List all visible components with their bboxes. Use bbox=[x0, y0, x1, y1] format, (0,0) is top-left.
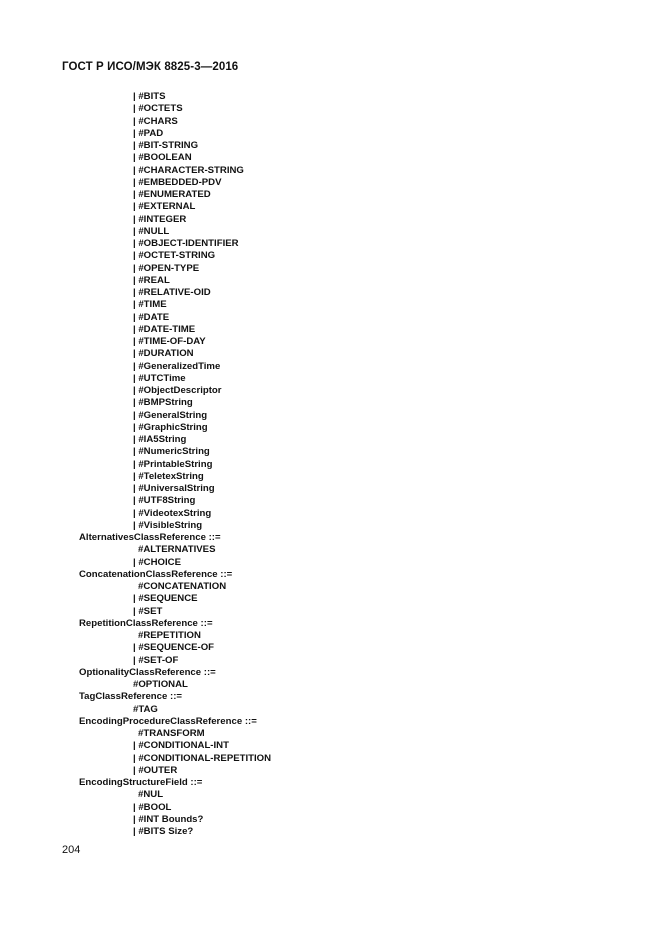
code-line: | #DATE bbox=[133, 311, 170, 323]
code-line: | #OBJECT-IDENTIFIER bbox=[133, 238, 239, 249]
code-line: | #EMBEDDED-PDV bbox=[133, 176, 222, 188]
code-line: #OPTIONAL bbox=[133, 679, 188, 690]
code-line: | #VideotexString bbox=[133, 507, 212, 519]
code-line: | #BITS Size? bbox=[133, 826, 194, 837]
code-line: #TRANSFORM bbox=[138, 728, 205, 739]
code-line: | #RELATIVE-OID bbox=[133, 287, 211, 298]
code-line: | #CONDITIONAL-REPETITION bbox=[133, 752, 272, 764]
code-line: | #UTCTime bbox=[133, 372, 186, 384]
code-line: #CONCATENATION bbox=[138, 581, 227, 592]
code-line: | #DATE-TIME bbox=[133, 323, 196, 335]
code-line: | #REAL bbox=[133, 274, 170, 286]
code-line: | #EXTERNAL bbox=[133, 201, 196, 213]
code-line: | #NULL bbox=[133, 225, 170, 237]
code-line: | #SEQUENCE bbox=[133, 593, 198, 605]
code-line: | #BMPString bbox=[133, 397, 193, 409]
code-line: | #GeneralizedTime bbox=[133, 360, 221, 372]
code-line: | #INTEGER bbox=[133, 213, 187, 225]
code-line: | #TeletexString bbox=[133, 470, 204, 482]
code-line: | #UTF8String bbox=[133, 495, 196, 507]
document-header: ГОСТ Р ИСО/МЭК 8825-3—2016 bbox=[62, 61, 239, 73]
code-line: | #SEQUENCE-OF bbox=[133, 642, 215, 654]
code-line: | #INT Bounds? bbox=[133, 813, 204, 825]
code-line: | #DURATION bbox=[133, 348, 194, 360]
code-line: | #CHOICE bbox=[133, 556, 181, 568]
code-line: #TAG bbox=[133, 703, 158, 715]
code-line: | #CHARACTER-STRING bbox=[133, 164, 244, 176]
code-line: | #UniversalString bbox=[133, 483, 215, 494]
production-name: ConcatenationClassReference ::= bbox=[79, 568, 233, 580]
asn1-notation-listing bbox=[0, 91, 661, 838]
code-line: | #BOOLEAN bbox=[133, 152, 192, 164]
code-line: #NUL bbox=[138, 789, 164, 801]
code-line: | #OPEN-TYPE bbox=[133, 262, 200, 274]
code-line: | #TIME-OF-DAY bbox=[133, 336, 206, 347]
code-line: | #SET-OF bbox=[133, 654, 179, 666]
code-line: | #ENUMERATED bbox=[133, 189, 211, 200]
production-name: EncodingProcedureClassReference ::= bbox=[79, 715, 257, 727]
production-name: RepetitionClassReference ::= bbox=[79, 617, 213, 629]
code-line: | #OUTER bbox=[133, 764, 178, 776]
code-line: | #SET bbox=[133, 605, 163, 617]
production-name: EncodingStructureField ::= bbox=[79, 777, 203, 788]
code-line: | #ObjectDescriptor bbox=[133, 385, 222, 396]
code-line: | #CONDITIONAL-INT bbox=[133, 740, 229, 752]
code-line: | #NumericString bbox=[133, 446, 210, 458]
code-line: | #BOOL bbox=[133, 801, 172, 813]
code-line: | #IA5String bbox=[133, 434, 187, 445]
code-line: #REPETITION bbox=[138, 630, 201, 641]
production-name: AlternativesClassReference ::= bbox=[79, 532, 221, 543]
code-line: | #GeneralString bbox=[133, 409, 208, 421]
code-line: | #OCTET-STRING bbox=[133, 250, 216, 262]
production-name: TagClassReference ::= bbox=[79, 691, 182, 703]
code-line: | #OCTETS bbox=[133, 103, 183, 115]
code-line: | #BIT-STRING bbox=[133, 140, 199, 151]
code-line: | #GraphicString bbox=[133, 421, 208, 433]
code-line: #ALTERNATIVES bbox=[138, 544, 216, 556]
code-line: | #BITS bbox=[133, 91, 166, 102]
code-line: | #TIME bbox=[133, 299, 167, 311]
page-number: 204 bbox=[62, 844, 81, 856]
production-name: OptionalityClassReference ::= bbox=[79, 666, 216, 678]
code-line: | #PAD bbox=[133, 127, 164, 139]
code-line: | #VisibleString bbox=[133, 519, 203, 531]
code-line: | #CHARS bbox=[133, 115, 178, 127]
code-line: | #PrintableString bbox=[133, 458, 213, 470]
